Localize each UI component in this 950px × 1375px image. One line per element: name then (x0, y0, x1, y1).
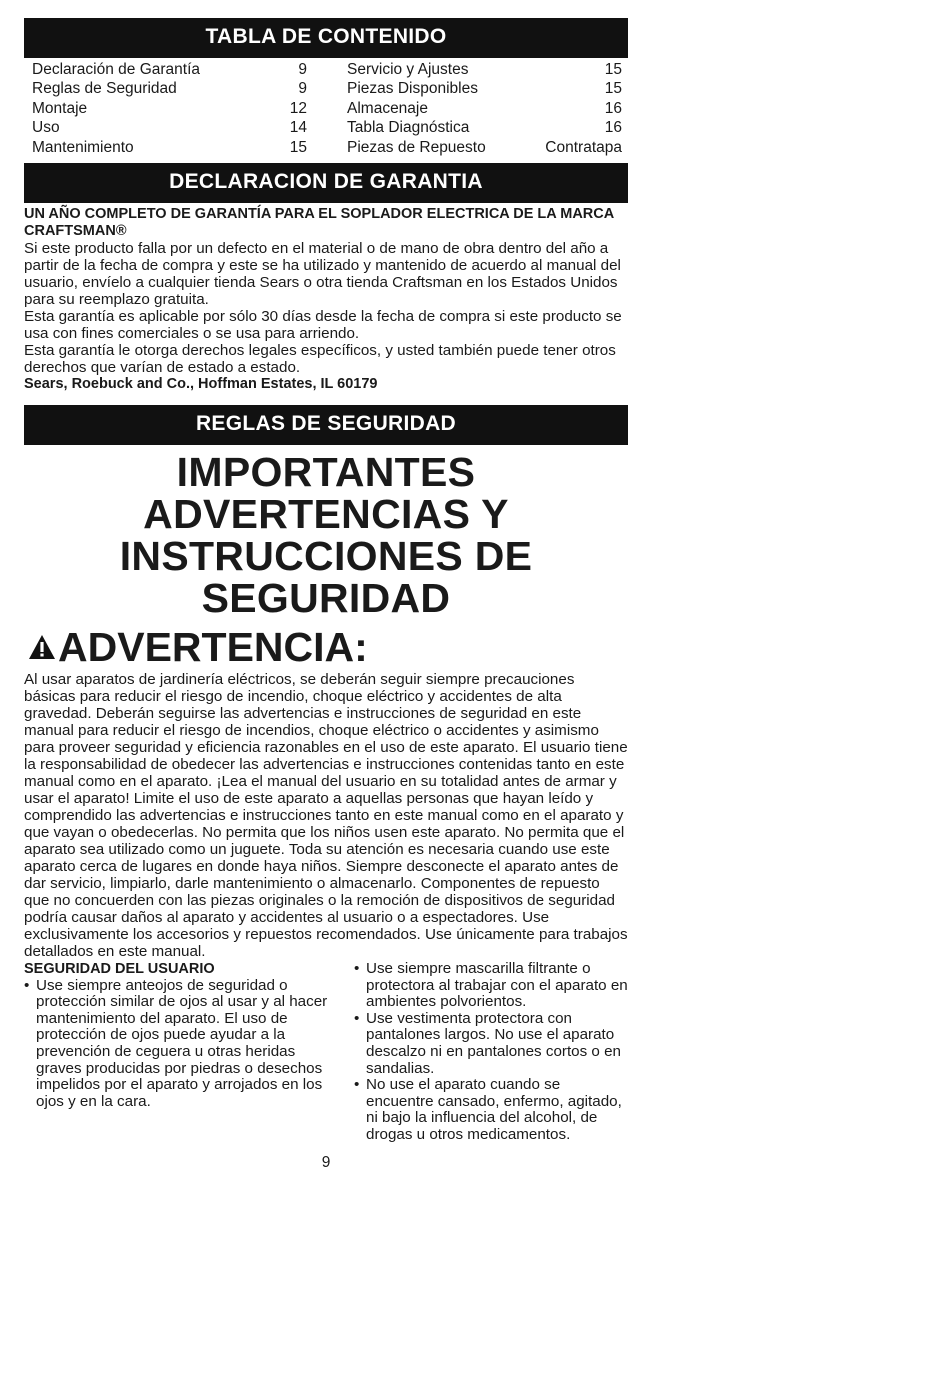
list-item-text: Use siempre anteojos de seguridad o protección similar de ojos al usar y al hacer mantenimiento del aparato. El uso de protección de ojos puede ayudar a la prevención de ceguera u otras heridas graves producidas por piedras o desechos impelidos por el aparato y arrojados en los ojos y en la cara. (36, 976, 328, 1110)
toc-page: 15 (289, 138, 307, 156)
toc-row (347, 118, 622, 137)
toc-table (24, 58, 628, 157)
list-item-text: Use vestimenta protectora con pantalones largos. No use el aparato descalzo ni en pantalones cortos o en sandalias. (366, 1009, 621, 1077)
warranty-heading: UN AÑO COMPLETO DE GARANTÍA PARA EL SOPLADOR ELECTRICA DE LA MARCA CRAFTSMAN® (24, 206, 614, 240)
toc-title: TABLA DE CONTENIDO (24, 18, 628, 58)
warranty-paragraph: Esta garantía es aplicable por sólo 30 días desde la fecha de compra si este producto se usa con fines comerciales o se usa para arriendo. (24, 308, 622, 343)
warning-heading (24, 623, 628, 671)
toc-page: 9 (298, 80, 307, 98)
toc-page: 12 (289, 99, 307, 117)
safety-intro: Al usar aparatos de jardinería eléctricos, se deberán seguir siempre precauciones básicas para reducir el riesgo de incendio, choque eléctrico y accidentes de alta gravedad. Deberán seguirse las advertencias e instrucciones de seguridad en este manual para reducir el riesgo de incendios, choque eléctrico o accidentes y asimismo para proveer seguridad y eficiencia razonables en el uso de este aparato. El usuario tiene la responsabilidad de obedecer las advertencias e instrucciones contenidas tanto en este manual como en el aparato. ¡Lea el manual del usuario en su totalidad antes de armar y usar el aparato! Limite el uso de este aparato a aquellas personas que hayan leído y comprendido las advertencias e instrucciones tanto en este manual como en el aparato y que vayan o obedecerlas. No permita que los niños usen este aparato. No permita que el aparato sea utilizado como un juguete. Toda su atención es necesaria cuando use este aparato cerca de lugares en donde haya niños. Siempre desconecte el aparato antes de dar servicio, limpiarlo, darle mantenimiento o almacenarlo. Componentes de repuesto que no concuerden con las piezas originales o la remoción de dispositivos de seguridad podría causar daños al aparato y accidentes al usuario o a espectadores. Use exclusivamente los accesorios y repuestos recomendados. Use únicamente para trabajos detallados en este manual. (24, 671, 628, 961)
warning-label: ADVERTENCIA: (58, 624, 368, 671)
toc-row (347, 99, 622, 118)
toc-row (32, 118, 307, 137)
bullet-icon: • (354, 1009, 360, 1027)
list-item (354, 961, 628, 1011)
page-number: 9 (321, 1153, 331, 1171)
toc-row (32, 60, 307, 79)
toc-label: Uso (32, 119, 60, 137)
user-safety-heading: SEGURIDAD DEL USUARIO (24, 961, 215, 978)
toc-right-column (347, 60, 622, 157)
warranty-paragraph: Esta garantía le otorga derechos legales específicos, y usted también puede tener otros derechos que varían de estado a estado. (24, 342, 616, 377)
safety-title: REGLAS DE SEGURIDAD (24, 405, 628, 445)
safety-headline-line: IMPORTANTES ADVERTENCIAS Y (143, 449, 509, 538)
toc-row (347, 79, 622, 98)
toc-label: Piezas Disponibles (347, 80, 478, 98)
toc-left-column (32, 60, 347, 157)
safety-headline-line: INSTRUCCIONES DE SEGURIDAD (119, 533, 533, 622)
bullet-icon: • (354, 1076, 360, 1094)
warranty-title: DECLARACION DE GARANTIA (24, 163, 628, 203)
toc-label: Almacenaje (347, 99, 428, 117)
toc-page: Contratapa (545, 138, 622, 156)
bullet-icon: • (24, 976, 30, 994)
safety-columns (24, 961, 628, 1144)
list-item (354, 1011, 628, 1077)
toc-page: 16 (604, 119, 622, 137)
safety-right-column (334, 961, 628, 1144)
list-item (24, 978, 334, 1111)
manual-page (24, 18, 628, 1172)
toc-page: 14 (289, 119, 307, 137)
toc-page: 15 (604, 61, 622, 78)
warranty-paragraph: Si este producto falla por un defecto en el material o de mano de obra dentro del año a partir de la fecha de compra y este se ha utilizado y mantenido de acuerdo al manual del usuario, envíelo a cualquier tienda Sears o otra tienda Craftsman en los Estados Unidos para su reemplazo gratuita. (24, 240, 621, 309)
toc-row (32, 79, 307, 98)
list-item-text: No use el aparato cuando se encuentre cansado, enfermo, agitado, ni bajo la influencia del alcohol, de drogas u otros medicamentos. (366, 1076, 622, 1143)
safety-left-column (24, 961, 334, 1144)
toc-page: 16 (604, 99, 622, 117)
warranty-address: Sears, Roebuck and Co., Hoffman Estates, IL 60179 (24, 376, 378, 393)
toc-label: Montaje (32, 99, 88, 117)
toc-label: Reglas de Seguridad (32, 80, 177, 98)
list-item-text: Use siempre mascarilla filtrante o protectora al trabajar con el aparato en ambientes polvorientos. (366, 960, 628, 1011)
safety-headline (24, 449, 628, 622)
toc-row (32, 99, 307, 118)
toc-label: Tabla Diagnóstica (347, 119, 470, 137)
toc-label: Piezas de Repuesto (347, 138, 486, 156)
warning-triangle-icon (28, 633, 56, 661)
toc-page: 15 (604, 80, 622, 98)
toc-label: Declaración de Garantía (32, 61, 201, 78)
toc-row (32, 138, 307, 157)
toc-label: Servicio y Ajustes (347, 61, 469, 78)
toc-row (347, 60, 622, 79)
toc-label: Mantenimiento (32, 138, 134, 156)
toc-row (347, 138, 622, 157)
toc-page: 9 (298, 61, 307, 78)
list-item (354, 1077, 628, 1143)
bullet-icon: • (354, 960, 360, 978)
